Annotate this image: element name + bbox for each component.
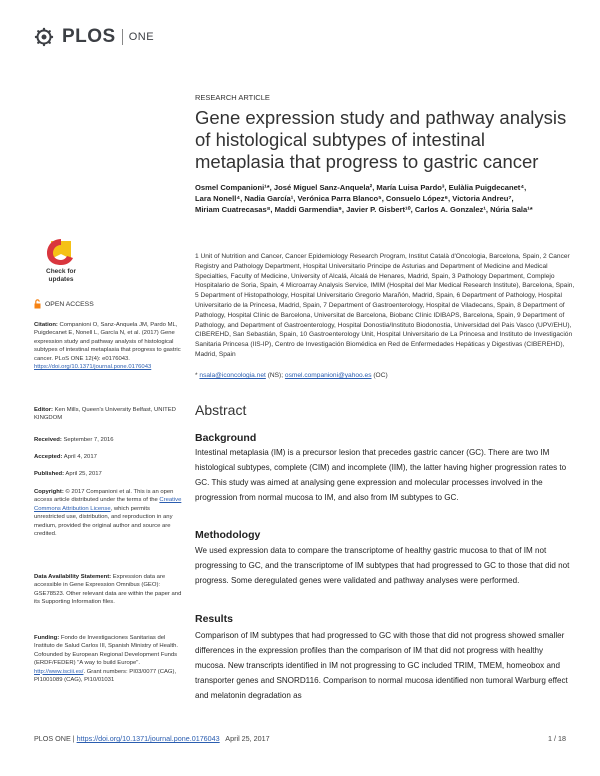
cc-license-link[interactable]: Creative Commons Attribution License	[34, 497, 182, 512]
footer-doi-link[interactable]: https://doi.org/10.1371/journal.pone.0176043	[76, 734, 220, 743]
published-label: Published:	[34, 471, 65, 477]
open-access-badge	[34, 299, 94, 309]
funding-label: Funding:	[34, 635, 60, 641]
citation-text: Companioni O, Sanz-Anquela JM, Pardo ML, Puigdecanet E, Nonell L, García N, et al. (2017) Gene expression study and pathway analysis of histological subtypes of intestinal metaplasia that progress to gastric cancer. PLoS ONE 12(4): e0176043.	[34, 322, 181, 362]
editor-block	[34, 406, 182, 423]
check-for-updates-label[interactable]	[37, 268, 85, 284]
results-paragraph: Comparison of IM subtypes that had progressed to GC with those that did not progress showed smaller differences in the expression profiles than the comparison of IM that did not progress with healthy mucosa. New transcripts identified in IM not progressing to GC included TRIM, TMEM, homeobox and transporter genes and SNORD116. Comparison to normal mucosa identified non tumoral Warburg effect and melatonin degradation as	[195, 631, 568, 700]
affiliations: 1 Unit of Nutrition and Cancer, Cancer Epidemiology Research Program, Institut Català d'Oncologia, Barcelona, Spain, 2 Cancer Registry and Pathology Department, Hospital Universitario Principe de Asturias and Department of Medicine and Medical Specialties, Faculty of Medicine, University of Alcalá, Alcalá de Henares, Madrid, Spain, 3 Pathology Department, Complejo Hospitalario de Soria, Spain, 4 Microarray Analysis Service, IMIM (Hospital del Mar Medical Research Institute), Barcelona, Spain, 5 Department of Histopathology, Hospital Universitario Gregorio Marañón, Madrid, Spain, 6 Department of Pathology, Hospital Universitario de la Princesa, Madrid, Spain, 7 Department of Gastroenterology, Hospital de Viladecans, Spain, 8 Department of Pathology, Hospital Clínic de Barcelona, Universitat de Barcelona, Biobanc Clínic IDIBAPS, Barcelona, Spain, 9 Department of Pathology, and Department of Gastroenterology, Hospital Donostia/Instituto Biodonostia, Universidad del Pais Vasco (UPV/EHU), CIBEREHD, San Sebastián, Spain, 10 Gastroenterology Unit, Hospital Universitario de La Princesa and Instituto de Investigación Sanitaria Princesa (IIS-IP), Centro de Investigación Biomédica en Red de Enfermedades Hepáticas y Digestivas (CIBEREHD), Madrid, Spain	[195, 253, 575, 358]
page-footer	[34, 734, 566, 743]
funding-text-1: Fondo de Investigaciones Sanitarias del Instituto de Salud Carlos III, Spanish Ministry of Health. Cofounded by European Regional Development Funds (ERDF/FEDER) "A way to build Europe".	[34, 635, 179, 667]
funding-block	[34, 634, 182, 684]
plos-one-logo[interactable]	[34, 26, 154, 48]
background-paragraph: Intestinal metaplasia (IM) is a precursor lesion that precedes gastric cancer (GC). There are two IM histological subtypes, complete (CIM) and incomplete (IIM), the latter having higher progression rates to GC. This study was aimed at analysing gene expression and molecular processes involved in the progression from normal mucosa to IM, and also from IM subtypes to GC.	[195, 448, 567, 502]
methodology-heading: Methodology	[195, 529, 261, 541]
logo-plos-text: PLOS	[62, 26, 116, 47]
editor-text: Ken Mills, Queen's University Belfast, UNITED KINGDOM	[34, 407, 176, 422]
citation-block	[34, 321, 182, 371]
methodology-paragraph: We used expression data to compare the transcriptome of healthy gastric mucosa to that of IM not progressing to GC, and the transcriptome of IM subtypes that had progressed to GC to those that did not progress. Some deregulated genes were validated and pathway analyses were performed.	[195, 546, 570, 585]
article-title: Gene expression study and pathway analysis of histological subtypes of intestinal metaplasia that progress to gastric cancer	[195, 107, 567, 172]
author-list: Osmel Companioni¹*, José Miguel Sanz-Anquela², María Luisa Pardo³, Eulàlia Puigdecanet⁴, Lara Nonell⁴, Nadia García¹, Verónica Parra Blanco⁵, Consuelo López⁶, Victoria Andreu⁷, Miriam Cuatrecasas⁸, Maddi Garmendia⁹, Javier P. Gisbert¹⁰, Carlos A. Gonzalez¹, Núria Sala¹*	[195, 183, 533, 215]
article-type-label: RESEARCH ARTICLE	[195, 93, 270, 102]
citation-doi-link[interactable]: https://doi.org/10.1371/journal.pone.0176043	[34, 364, 152, 371]
editor-label: Editor:	[34, 407, 53, 413]
received-date: September 7, 2016	[61, 437, 114, 443]
received-block	[34, 436, 182, 444]
plos-logo-icon	[34, 27, 60, 47]
corr-star: *	[195, 372, 200, 379]
data-availability-text: Expression data are accessible in Gene Expression Omnibus (GEO): GSE78523. Other relevant data are within the paper and its Supporting Information files.	[34, 574, 182, 606]
corr-tag-oc: (OC)	[371, 372, 388, 379]
badge-line-1: Check for	[46, 268, 76, 275]
accepted-date: April 4, 2017	[62, 454, 97, 460]
published-date: April 25, 2017	[64, 471, 102, 477]
corresponding-authors	[195, 372, 388, 379]
email-link-oc[interactable]: osmel.companioni@yahoo.es	[284, 372, 372, 379]
copyright-block	[34, 488, 182, 538]
published-block	[34, 470, 182, 478]
data-availability-label: Data Availability Statement:	[34, 574, 112, 580]
open-lock-icon	[34, 299, 41, 309]
abstract-heading: Abstract	[195, 402, 247, 418]
badge-line-2: updates	[48, 276, 74, 283]
open-access-label: OPEN ACCESS	[45, 300, 94, 308]
copyright-text-1: © 2017 Companioni et al. This is an open access article distributed under the terms of the	[34, 489, 174, 504]
logo-divider	[122, 29, 123, 45]
accepted-block	[34, 453, 182, 461]
email-link-ns[interactable]: nsala@iconcologia.net	[199, 372, 266, 379]
background-heading: Background	[195, 432, 257, 444]
footer-journal: PLOS ONE |	[34, 734, 77, 743]
logo-one-text: ONE	[128, 31, 155, 43]
accepted-label: Accepted:	[34, 454, 63, 460]
copyright-label: Copyright:	[34, 489, 64, 495]
citation-label: Citation:	[34, 322, 58, 328]
funding-link[interactable]: http://www.isciii.es/	[34, 668, 84, 675]
copyright-text-2: , which permits unrestricted use, distribution, and reproduction in any medium, provided the original author and source are credited.	[34, 505, 173, 538]
check-for-updates-icon[interactable]	[37, 237, 85, 293]
page-number: 1 / 18	[548, 734, 566, 743]
funding-text-2: . Grant numbers: PI03/0077 (CAG), PI1001089 (CAG), PI10/01031	[34, 668, 177, 684]
received-label: Received:	[34, 437, 62, 443]
results-heading: Results	[195, 613, 233, 625]
footer-date: April 25, 2017	[219, 734, 270, 743]
corr-tag-ns: (NS);	[265, 372, 285, 379]
data-availability-block	[34, 573, 182, 607]
